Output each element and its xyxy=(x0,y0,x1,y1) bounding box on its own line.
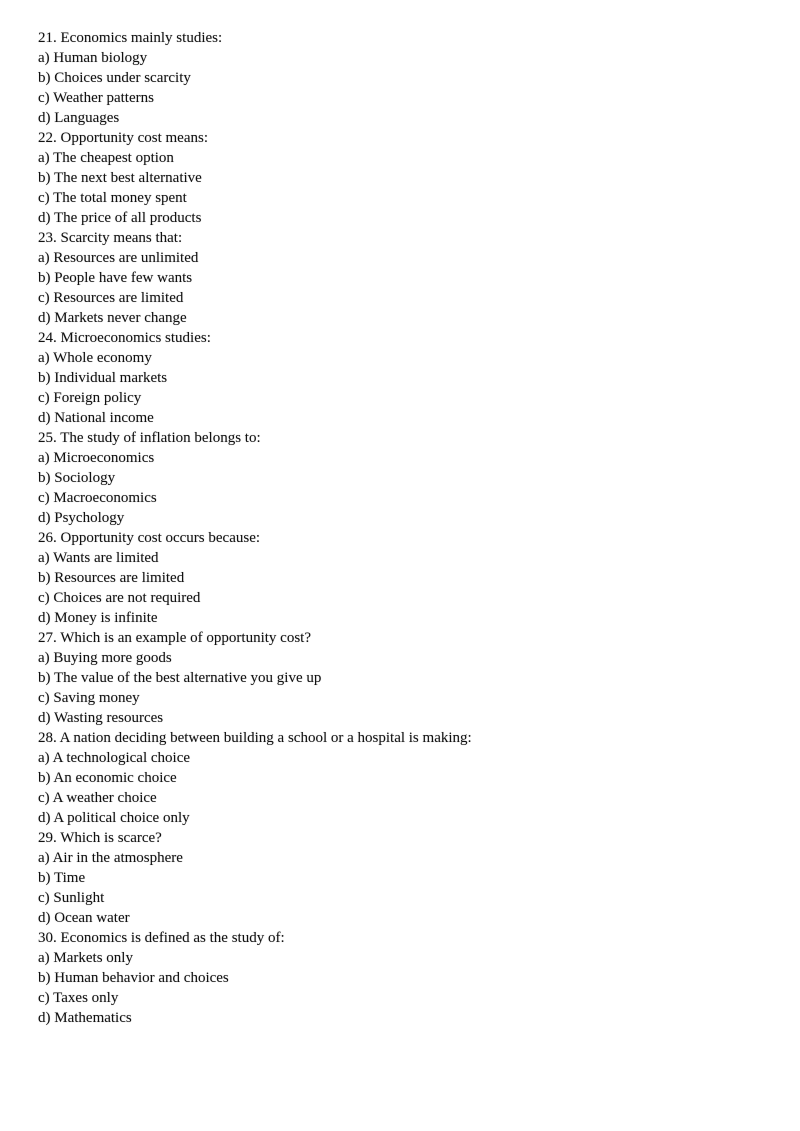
answer-option: b) Sociology xyxy=(38,470,116,486)
question-text: 28. A nation deciding between building a school or a hospital is making: xyxy=(38,730,472,746)
answer-option: b) The value of the best alternative you give up xyxy=(38,670,322,686)
answer-option: a) Markets only xyxy=(38,950,133,966)
question-text: 22. Opportunity cost means: xyxy=(38,130,208,146)
question-block xyxy=(38,728,778,828)
answer-option: d) Ocean water xyxy=(38,910,130,926)
answer-option: c) A weather choice xyxy=(38,790,157,806)
answer-option: d) A political choice only xyxy=(38,810,190,826)
answer-option: a) A technological choice xyxy=(38,750,191,766)
answer-option: d) National income xyxy=(38,410,154,426)
answer-option: b) Time xyxy=(38,870,86,886)
answer-option: c) Taxes only xyxy=(38,990,119,1006)
answer-option: c) Macroeconomics xyxy=(38,490,157,506)
question-text: 26. Opportunity cost occurs because: xyxy=(38,530,261,546)
question-block xyxy=(38,828,778,928)
answer-option: a) Microeconomics xyxy=(38,450,155,466)
document-page xyxy=(38,28,778,1028)
question-block xyxy=(38,28,778,128)
answer-option: a) Buying more goods xyxy=(38,650,172,666)
answer-option: d) Languages xyxy=(38,110,120,126)
answer-option: d) Markets never change xyxy=(38,310,187,326)
answer-option: c) The total money spent xyxy=(38,190,187,206)
answer-option: b) Resources are limited xyxy=(38,570,185,586)
question-text: 30. Economics is defined as the study of: xyxy=(38,930,285,946)
answer-option: c) Sunlight xyxy=(38,890,105,906)
question-text: 23. Scarcity means that: xyxy=(38,230,183,246)
answer-option: a) Air in the atmosphere xyxy=(38,850,183,866)
question-block xyxy=(38,528,778,628)
question-block xyxy=(38,628,778,728)
question-block xyxy=(38,128,778,228)
answer-option: b) People have few wants xyxy=(38,270,193,286)
question-text: 29. Which is scarce? xyxy=(38,830,162,846)
answer-option: d) Mathematics xyxy=(38,1010,132,1026)
question-block xyxy=(38,228,778,328)
question-text: 24. Microeconomics studies: xyxy=(38,330,211,346)
answer-option: d) Psychology xyxy=(38,510,125,526)
question-block xyxy=(38,428,778,528)
answer-option: d) Wasting resources xyxy=(38,710,164,726)
answer-option: b) Individual markets xyxy=(38,370,168,386)
answer-option: a) Wants are limited xyxy=(38,550,159,566)
question-text: 27. Which is an example of opportunity cost? xyxy=(38,630,311,646)
answer-option: c) Foreign policy xyxy=(38,390,142,406)
answer-option: b) The next best alternative xyxy=(38,170,202,186)
answer-option: d) Money is infinite xyxy=(38,610,158,626)
answer-option: b) An economic choice xyxy=(38,770,177,786)
answer-option: a) The cheapest option xyxy=(38,150,174,166)
answer-option: a) Resources are unlimited xyxy=(38,250,199,266)
question-block xyxy=(38,928,778,1028)
answer-option: c) Choices are not required xyxy=(38,590,201,606)
answer-option: c) Weather patterns xyxy=(38,90,154,106)
answer-option: a) Whole economy xyxy=(38,350,152,366)
question-block xyxy=(38,328,778,428)
question-text: 25. The study of inflation belongs to: xyxy=(38,430,261,446)
answer-option: b) Choices under scarcity xyxy=(38,70,191,86)
answer-option: a) Human biology xyxy=(38,50,148,66)
answer-option: c) Resources are limited xyxy=(38,290,184,306)
answer-option: d) The price of all products xyxy=(38,210,202,226)
question-text: 21. Economics mainly studies: xyxy=(38,30,223,46)
answer-option: c) Saving money xyxy=(38,690,140,706)
answer-option: b) Human behavior and choices xyxy=(38,970,229,986)
